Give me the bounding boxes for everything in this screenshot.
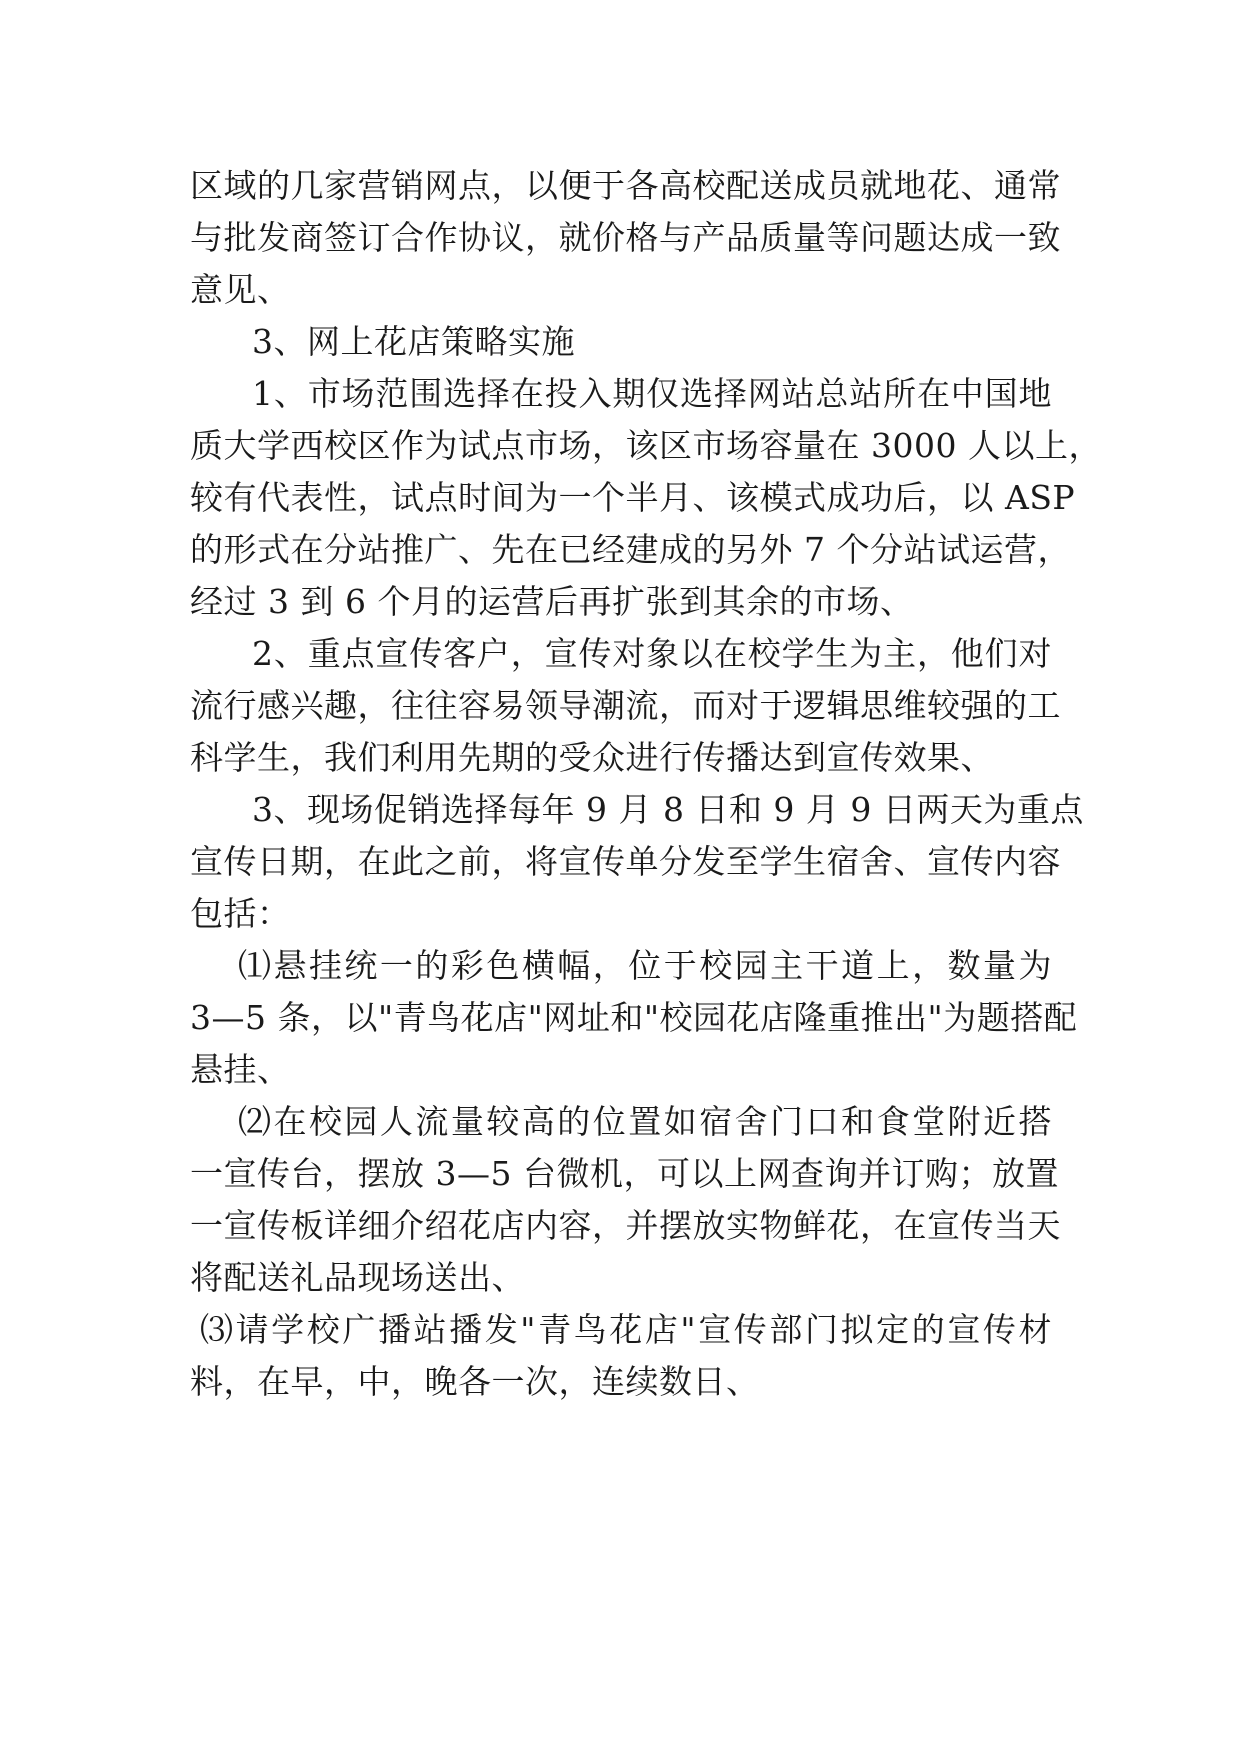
text-line: 一宣传台，摆放 3—5 台微机，可以上网查询并订购；放置: [190, 1154, 1059, 1193]
text-line: 悬挂、: [190, 1050, 291, 1089]
text-line: 3、现场促销选择每年 9 月 8 日和 9 月 9 日两天为重点: [252, 790, 1084, 829]
text-line: 料，在早，中，晚各一次，连续数日、: [190, 1362, 760, 1401]
text-line: 与批发商签订合作协议，就价格与产品质量等问题达成一致: [190, 218, 1061, 257]
list-item: ⑴悬挂统一的彩色横幅，位于校园主干道上，数量为: [238, 946, 1052, 985]
text-line: 意见、: [190, 270, 291, 309]
text-line: 将配送礼品现场送出、: [190, 1258, 525, 1297]
text-line: 质大学西校区作为试点市场，该区市场容量在 3000 人以上，: [190, 426, 1102, 465]
text-line: 1、市场范围选择在投入期仅选择网站总站所在中国地: [252, 374, 1052, 413]
text-line: 经过 3 到 6 个月的运营后再扩张到其余的市场、: [190, 582, 914, 621]
text-line: 宣传日期，在此之前，将宣传单分发至学生宿舍、宣传内容: [190, 842, 1061, 881]
text-line: 一宣传板详细介绍花店内容，并摆放实物鲜花，在宣传当天: [190, 1206, 1061, 1245]
list-item: ⑵在校园人流量较高的位置如宿舍门口和食堂附近搭: [238, 1102, 1052, 1141]
section-heading: 3、网上花店策略实施: [252, 322, 575, 361]
text-line: 科学生，我们利用先期的受众进行传播达到宣传效果、: [190, 738, 994, 777]
text-line: 包括：: [190, 894, 291, 933]
text-line: 较有代表性，试点时间为一个半月、该模式成功后，以 ASP: [190, 478, 1076, 517]
text-line: 流行感兴趣，往往容易领导潮流，而对于逻辑思维较强的工: [190, 686, 1061, 725]
text-line: 的形式在分站推广、先在已经建成的另外 7 个分站试运营，: [190, 530, 1071, 569]
text-line: 2、重点宣传客户，宣传对象以在校学生为主，他们对: [252, 634, 1052, 673]
list-item: ⑶请学校广播站播发"青鸟花店"宣传部门拟定的宣传材: [200, 1310, 1052, 1349]
text-line: 3—5 条，以"青鸟花店"网址和"校园花店隆重推出"为题搭配: [190, 998, 1078, 1037]
text-line: 区域的几家营销网点，以便于各高校配送成员就地花、通常: [190, 166, 1061, 205]
